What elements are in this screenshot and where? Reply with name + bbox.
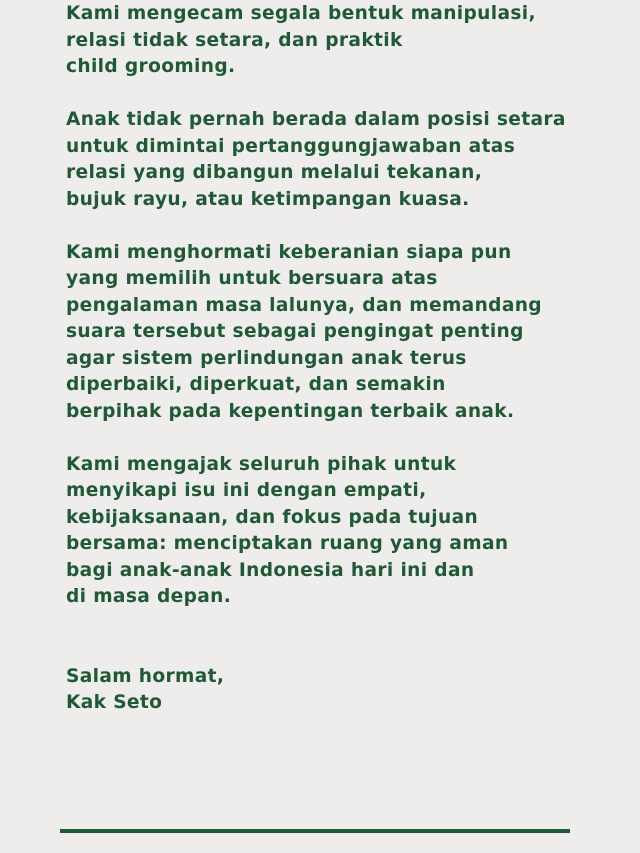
divider-line — [60, 829, 570, 833]
paragraph-3 — [66, 240, 626, 426]
text-line: agar sistem perlindungan anak terus — [66, 347, 467, 369]
text-line: bersama: menciptakan ruang yang aman — [66, 533, 509, 554]
text-line: diperbaiki, diperkuat, dan semakin — [66, 374, 446, 395]
signature-name: Kak Seto — [66, 692, 163, 713]
text-line: Kami mengajak seluruh pihak untuk — [66, 453, 457, 475]
text-line: berpihak pada kepentingan terbaik anak. — [66, 400, 515, 422]
text-line: bagi anak-anak Indonesia hari ini dan — [66, 559, 475, 581]
text-line: yang memilih untuk bersuara atas — [66, 268, 438, 289]
text-line: Anak tidak pernah berada dalam posisi setara — [66, 109, 566, 130]
text-line: pengalaman masa lalunya, dan memandang — [66, 294, 542, 316]
text-line: Kami mengecam segala bentuk manipulasi, — [66, 3, 536, 24]
text-line: relasi yang dibangun melalui tekanan, — [66, 162, 483, 183]
cropped-text-fragment — [66, 846, 266, 853]
paragraph-4 — [66, 452, 626, 611]
closing-salutation: Salam hormat, — [66, 665, 225, 687]
text-line: untuk dimintai pertanggungjawaban atas — [66, 135, 516, 157]
statement-body — [66, 1, 626, 717]
text-line: di masa depan. — [66, 586, 232, 607]
signoff — [66, 664, 626, 717]
text-line: relasi tidak setara, dan praktik — [66, 29, 403, 51]
paragraph-2 — [66, 107, 626, 213]
text-line: bujuk rayu, atau ketimpangan kuasa. — [66, 188, 470, 210]
text-line: child grooming. — [66, 56, 236, 77]
text-line: menyikapi isu ini dengan empati, — [66, 480, 427, 501]
text-line: Kami menghormati keberanian siapa pun — [66, 241, 512, 263]
paragraph-1 — [66, 1, 626, 81]
text-line: kebijaksanaan, dan fokus pada tujuan — [66, 506, 479, 528]
text-line: suara tersebut sebagai pengingat penting — [66, 321, 524, 342]
